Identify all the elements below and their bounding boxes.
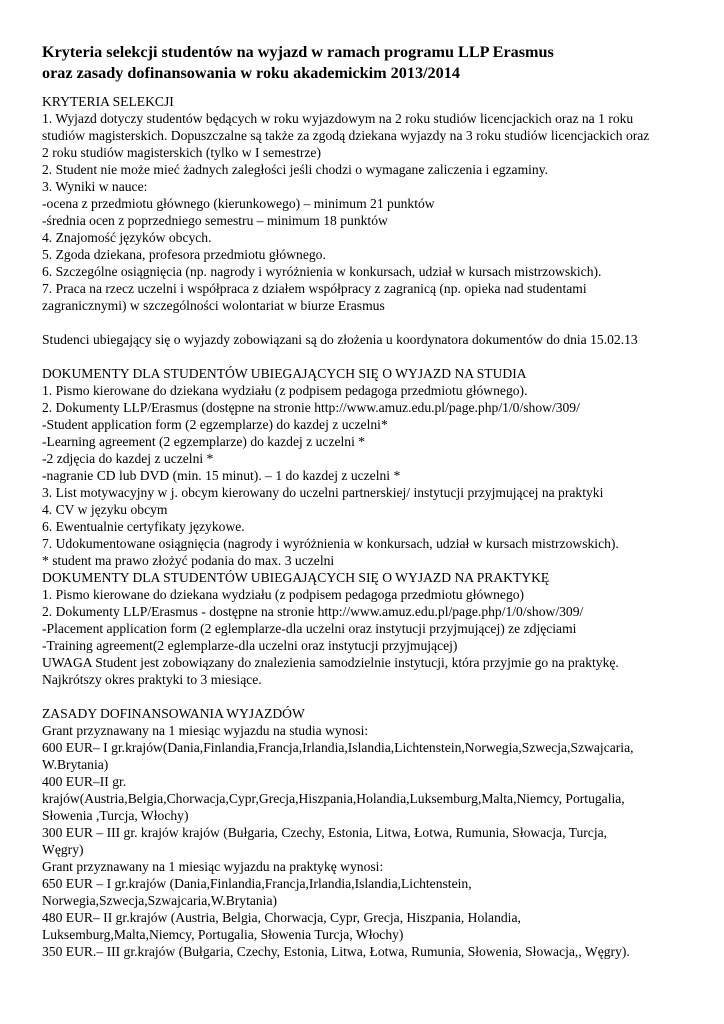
criteria-line: 3. Wyniki w nauce: [42, 179, 148, 194]
document-line: Najkrótszy okres praktyki to 3 miesiące. [42, 672, 262, 687]
document-line: -Student application form (2 egzemplarze) do kazdej z uczelni* [42, 417, 388, 432]
document-title [42, 42, 684, 84]
paragraph-gap [42, 314, 684, 331]
document-line: -2 zdjęcia do kazdej z uczelni * [42, 451, 214, 466]
section-heading: ZASADY DOFINANSOWANIA WYJAZDÓW [42, 706, 305, 721]
document-line: 3. List motywacyjny w j. obcym kierowany do uczelni partnerskiej/ instytucji przyjmującej na praktyki [42, 485, 604, 500]
funding-line: Luksemburg,Malta,Niemcy, Portugalia, Słowenia Turcja, Włochy) [42, 927, 404, 942]
document-line: * student ma prawo złożyć podania do max. 3 uczelni [42, 553, 335, 568]
criteria-line: 5. Zgoda dziekana, profesora przedmiotu głównego. [42, 247, 326, 262]
title-line-2: oraz zasady dofinansowania w roku akademickim 2013/2014 [42, 64, 460, 82]
funding-line: 350 EUR.– III gr.krajów (Bułgaria, Czechy, Estonia, Litwa, Łotwa, Rumunia, Słowenia, Słowacja,, Węgry). [42, 944, 630, 959]
paragraph-gap [42, 348, 684, 365]
criteria-line: 6. Szczególne osiągnięcia (np. nagrody i wyróżnienia w konkursach, udział w kursach mistrzowskich). [42, 264, 602, 279]
paragraph-gap [42, 688, 684, 705]
section-heading: DOKUMENTY DLA STUDENTÓW UBIEGAJĄCYCH SIĘ O WYJAZD NA STUDIA [42, 366, 527, 381]
document-line: 1. Pismo kierowane do dziekana wydziału (z podpisem pedagoga przedmiotu głównego). [42, 383, 528, 398]
section-heading: DOKUMENTY DLA STUDENTÓW UBIEGAJĄCYCH SIĘ O WYJAZD NA PRAKTYKĘ [42, 570, 550, 585]
criteria-line: 1. Wyjazd dotyczy studentów będących w roku wyjazdowym na 2 roku studiów licencjackich oraz na 1 roku [42, 111, 634, 126]
document-line: UWAGA Student jest zobowiązany do znalezienia samodzielnie instytucji, która przyjmie go na praktykę. [42, 655, 619, 670]
document-line: 2. Dokumenty LLP/Erasmus - dostępne na stronie http://www.amuz.edu.pl/page.php/1/0/show/309/ [42, 604, 584, 619]
section-training-documents [42, 569, 684, 705]
document-body [42, 93, 684, 960]
criteria-line: 4. Znajomość języków obcych. [42, 230, 212, 245]
criteria-line: zagranicznymi) w szczególności wolontariat w biurze Erasmus [42, 298, 385, 313]
funding-line: Grant przyznawany na 1 miesiąc wyjazdu na studia wynosi: [42, 723, 369, 738]
criteria-line: 2 roku studiów magisterskich (tylko w I semestrze) [42, 145, 321, 160]
criteria-line: -ocena z przedmiotu głównego (kierunkowego) – minimum 21 punktów [42, 196, 435, 211]
document-line: 2. Dokumenty LLP/Erasmus (dostępne na stronie http://www.amuz.edu.pl/page.php/1/0/show/309/ [42, 400, 580, 415]
funding-line: krajów(Austria,Belgia,Chorwacja,Cypr,Grecja,Hiszpania,Holandia,Luksemburg,Malta,Niemcy, Portugalia, [42, 791, 625, 806]
criteria-line: 7. Praca na rzecz uczelni i współpraca z działem współpracy z zagranicą (np. opieka nad studentami [42, 281, 587, 296]
criteria-line: 2. Student nie może mieć żadnych zaległości jeśli chodzi o wymagane zaliczenia i egzaminy. [42, 162, 549, 177]
funding-line: Węgry) [42, 842, 84, 857]
document-line: 1. Pismo kierowane do dziekana wydziału (z podpisem pedagoga przedmiotu głównego) [42, 587, 525, 602]
section-study-documents [42, 365, 684, 569]
criteria-line: studiów magisterskich. Dopuszczalne są także za zgodą dziekana wyjazdy na 3 roku studiów licencjackich oraz [42, 128, 650, 143]
funding-line: 300 EUR – III gr. krajów krajów (Bułgaria, Czechy, Estonia, Litwa, Łotwa, Rumunia, Słowacja, Turcja, [42, 825, 608, 840]
funding-line: 480 EUR– II gr.krajów (Austria, Belgia, Chorwacja, Cypr, Grecja, Hiszpania, Holandia, [42, 910, 521, 925]
document-line: 6. Ewentualnie certyfikaty językowe. [42, 519, 245, 534]
document-line: 7. Udokumentowane osiągnięcia (nagrody i wyróżnienia w konkursach, udział w kursach mistrzowskich). [42, 536, 619, 551]
document-line: 4. CV w języku obcym [42, 502, 168, 517]
document-line: -Training agreement(2 eglemplarze-dla uczelni oraz instytucji przyjmującej) [42, 638, 458, 653]
section-funding-rules [42, 705, 684, 960]
section-heading: KRYTERIA SELEKCJI [42, 94, 174, 109]
funding-line: W.Brytania) [42, 757, 109, 772]
funding-line: Grant przyznawany na 1 miesiąc wyjazdu na praktykę wynosi: [42, 859, 384, 874]
document-line: -nagranie CD lub DVD (min. 15 minut). – 1 do kazdej z uczelni * [42, 468, 401, 483]
title-line-1: Kryteria selekcji studentów na wyjazd w ramach programu LLP Erasmus [42, 43, 554, 61]
funding-line: Norwegia,Szwecja,Szwajcaria,W.Brytania) [42, 893, 278, 908]
funding-line: 600 EUR– I gr.krajów(Dania,Finlandia,Francja,Irlandia,Islandia,Lichtenstein,Norwegia,Szwecja,Szwajcaria, [42, 740, 634, 755]
funding-line: 400 EUR–II gr. [42, 774, 127, 789]
section-selection-criteria [42, 93, 684, 365]
document-line: -Learning agreement (2 egzemplarze) do kazdej z uczelni * [42, 434, 366, 449]
document-line: -Placement application form (2 eglemplarze-dla uczelni oraz instytucji przyjmującej) ze zdjęciami [42, 621, 577, 636]
criteria-line: -średnia ocen z poprzedniego semestru – minimum 18 punktów [42, 213, 388, 228]
funding-line: Słowenia ,Turcja, Włochy) [42, 808, 189, 823]
funding-line: 650 EUR – I gr.krajów (Dania,Finlandia,Francja,Irlandia,Islandia,Lichtenstein, [42, 876, 472, 891]
deadline-note: Studenci ubiegający się o wyjazdy zobowiązani są do złożenia u koordynatora dokumentów do dnia 15.02.13 [42, 332, 638, 347]
